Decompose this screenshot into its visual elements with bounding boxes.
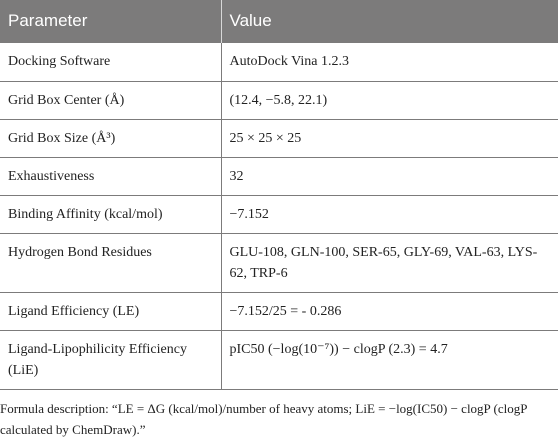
value-cell: AutoDock Vina 1.2.3 xyxy=(221,43,558,82)
value-cell: −7.152 xyxy=(221,196,558,234)
column-header-value: Value xyxy=(221,0,558,43)
parameter-cell: Docking Software xyxy=(0,43,221,82)
table-row xyxy=(0,234,558,293)
header-row xyxy=(0,0,558,43)
parameter-cell: Hydrogen Bond Residues xyxy=(0,234,221,293)
table-row xyxy=(0,120,558,158)
parameter-cell: Ligand-Lipophilicity Efficiency (LiE) xyxy=(0,331,221,390)
value-cell: −7.152/25 = - 0.286 xyxy=(221,293,558,331)
value-cell: 25 × 25 × 25 xyxy=(221,120,558,158)
table-row xyxy=(0,331,558,390)
value-cell: pIC50 (−log(10⁻⁷)) − clogP (2.3) = 4.7 xyxy=(221,331,558,390)
column-header-parameter: Parameter xyxy=(0,0,221,43)
table-row xyxy=(0,196,558,234)
value-cell: GLU-108, GLN-100, SER-65, GLY-69, VAL-63, LYS-62, TRP-6 xyxy=(221,234,558,293)
parameter-cell: Grid Box Center (Å) xyxy=(0,82,221,120)
table-row xyxy=(0,82,558,120)
table-row xyxy=(0,158,558,196)
value-cell: 32 xyxy=(221,158,558,196)
table-footnote: Formula description: “LE = ΔG (kcal/mol)/number of heavy atoms; LiE = −log(IC50) − clogP (clogP calculated by ChemDraw).” xyxy=(0,401,528,437)
table-row xyxy=(0,293,558,331)
parameter-cell: Ligand Efficiency (LE) xyxy=(0,293,221,331)
parameter-cell: Grid Box Size (Å³) xyxy=(0,120,221,158)
parameter-cell: Exhaustiveness xyxy=(0,158,221,196)
value-cell: (12.4, −5.8, 22.1) xyxy=(221,82,558,120)
table-row xyxy=(0,43,558,82)
parameter-cell: Binding Affinity (kcal/mol) xyxy=(0,196,221,234)
